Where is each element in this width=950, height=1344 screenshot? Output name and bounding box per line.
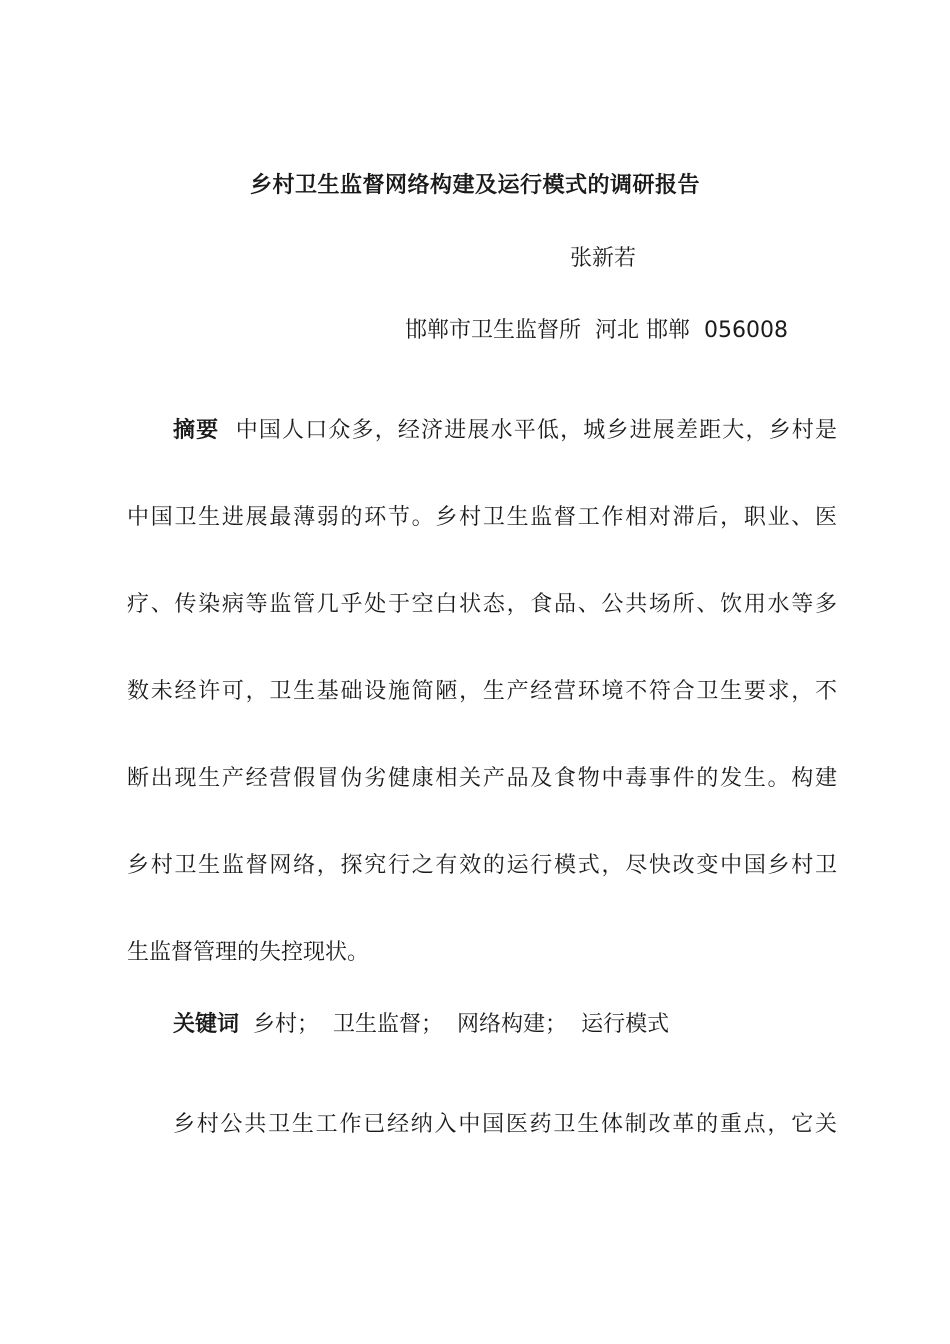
abstract-line-4: 数未经许可，卫生基础设施简陋，生产经营环境不符合卫生要求，不 [127, 679, 837, 704]
keywords-line [173, 1010, 669, 1040]
abstract-label: 摘要 [173, 418, 220, 443]
body-paragraph-line: 乡村公共卫生工作已经纳入中国医药卫生体制改革的重点，它关 [173, 1112, 837, 1137]
author-affiliation: 邯郸市卫生监督所 河北 邯郸 056008 [405, 318, 788, 343]
abstract-line-6: 乡村卫生监督网络，探究行之有效的运行模式，尽快改变中国乡村卫 [127, 853, 837, 878]
abstract-line-1 [173, 416, 837, 446]
keyword-item: 网络构建； [457, 1012, 568, 1037]
keywords-label: 关键词 [173, 1012, 240, 1037]
keyword-item: 乡村； [253, 1012, 320, 1037]
keyword-item: 卫生监督； [333, 1012, 444, 1037]
abstract-line-7: 生监督管理的失控现状。 [127, 940, 370, 965]
document-title: 乡村卫生监督网络构建及运行模式的调研报告 [249, 173, 700, 198]
author-name: 张新若 [570, 246, 637, 271]
abstract-line-2: 中国卫生进展最薄弱的环节。乡村卫生监督工作相对滞后，职业、医 [127, 505, 837, 530]
keyword-item: 运行模式 [581, 1012, 670, 1037]
abstract-line-5: 断出现生产经营假冒伪劣健康相关产品及食物中毒事件的发生。构建 [127, 766, 837, 791]
abstract-text: 中国人口众多，经济进展水平低，城乡进展差距大，乡村是 [235, 418, 837, 443]
abstract-line-3: 疗、传染病等监管几乎处于空白状态，食品、公共场所、饮用水等多 [127, 592, 837, 617]
